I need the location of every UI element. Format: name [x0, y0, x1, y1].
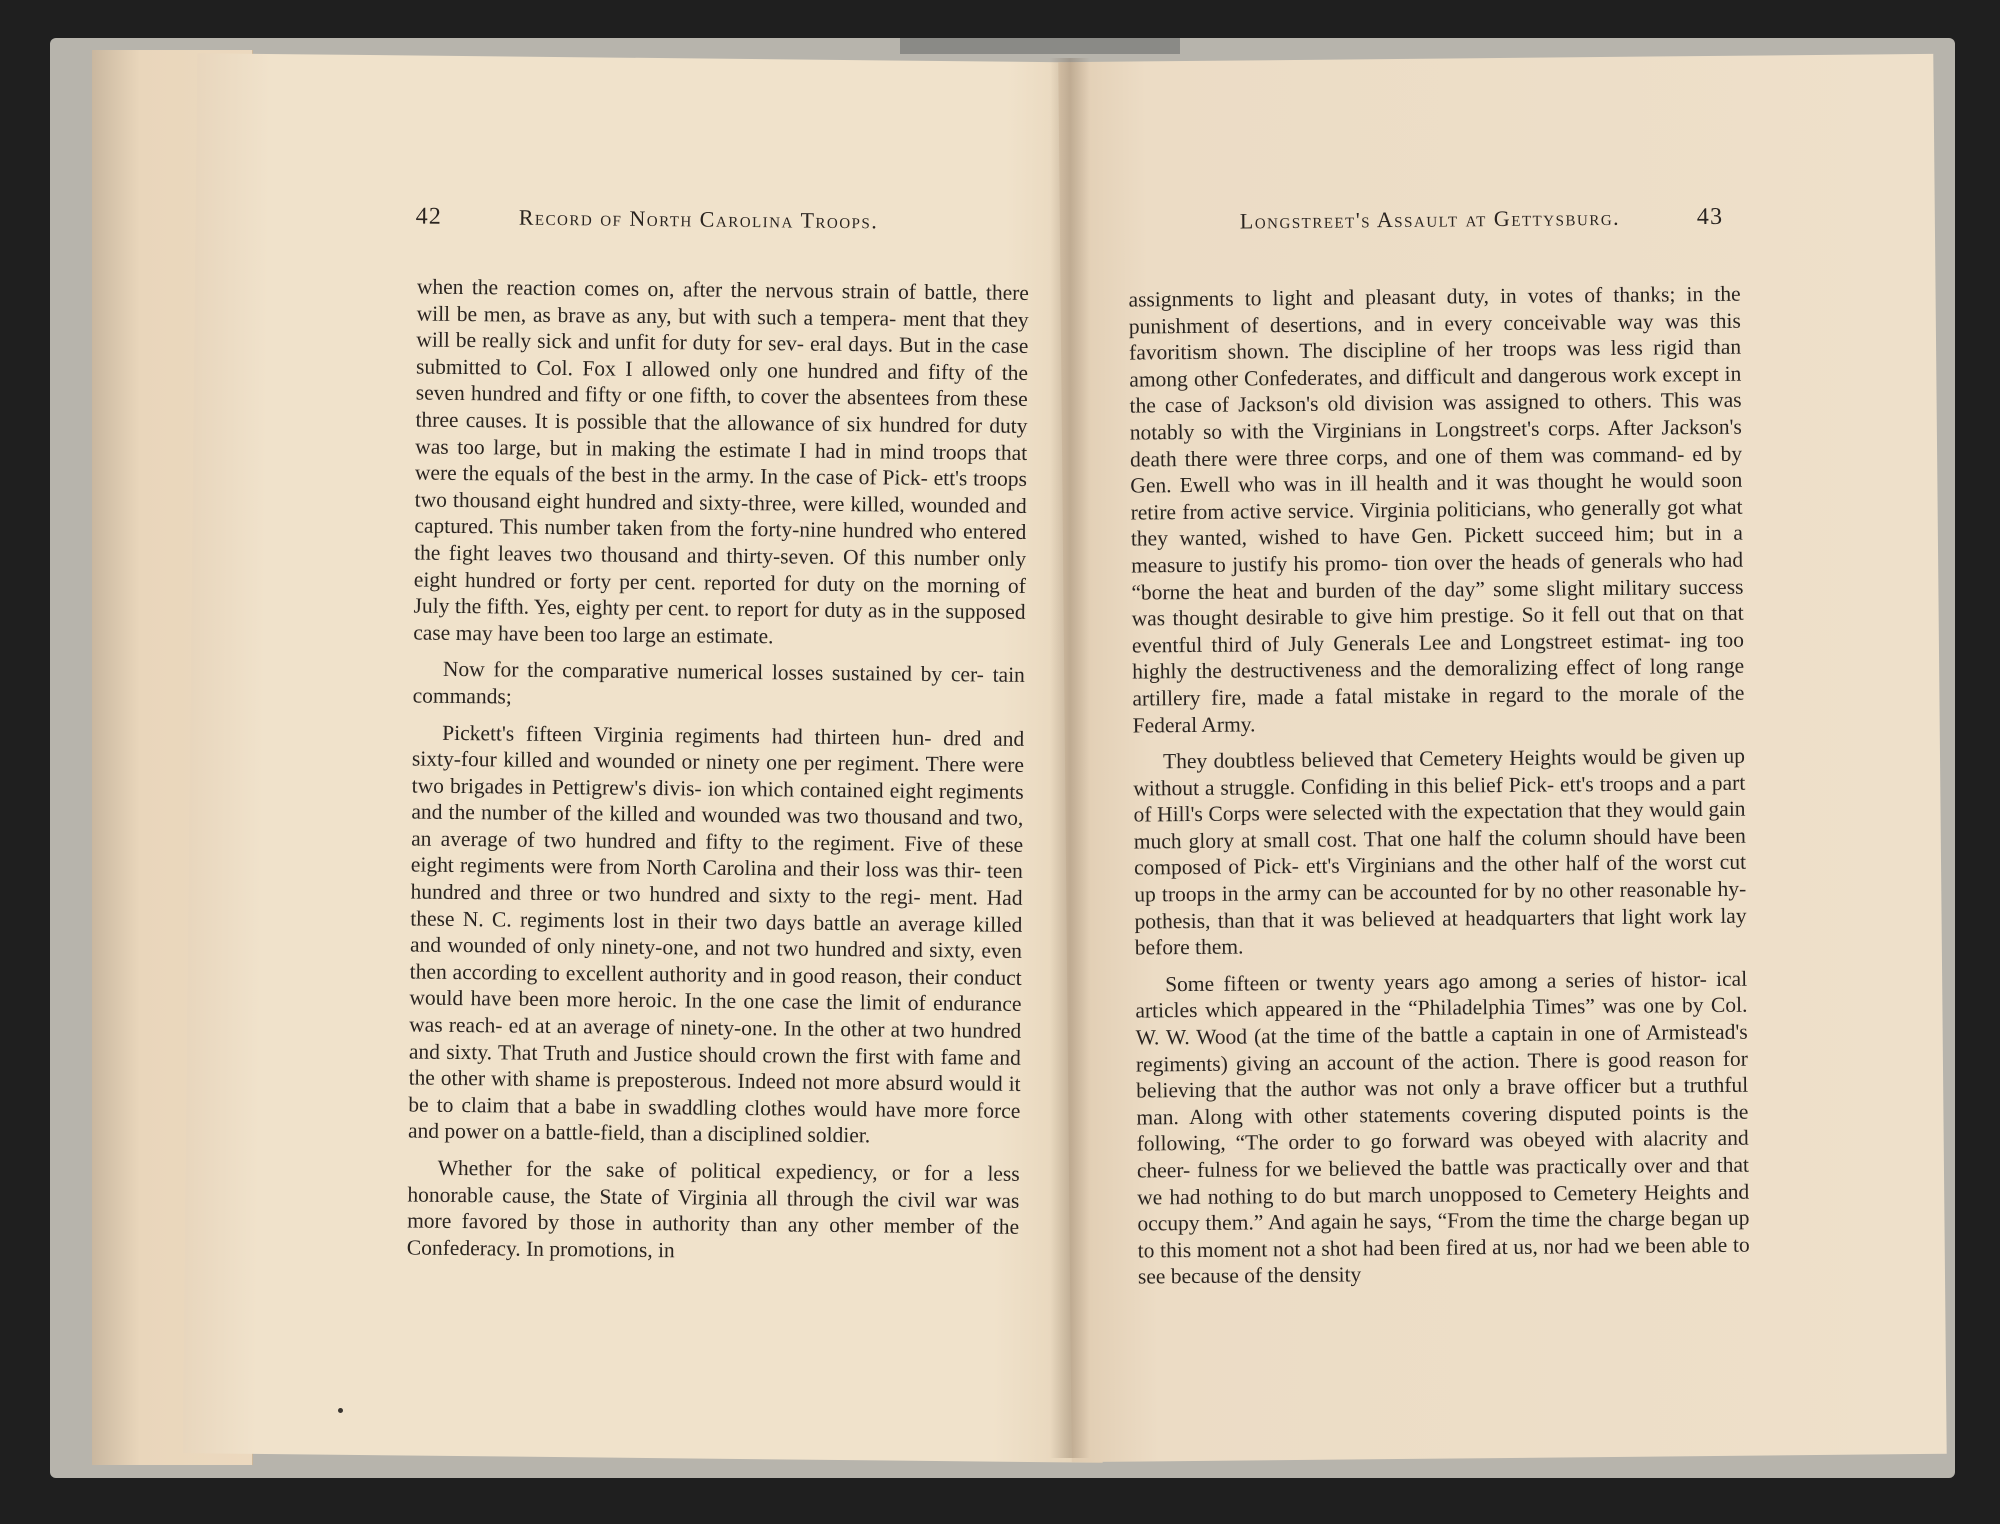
paragraph: Some fifteen or twenty years ago among a series of histor- ical articles which appeared in the “Philadelphia Times” was one by Col. W. W. Wood (at the time of the battle a captain in one of Armistead's regiments) giving an account of the action. There is good reason for believing that the author was not only a brave officer but a truthful man. Along with other statements covering disputed points is the following, “The order to go forward was obeyed with alacrity and cheer- fulness for we believed the battle was practically over and that we had nothing to do but march unopposed to Cemetery Heights and occupy them.” And again he says, “From the time the charge began up to this moment not a shot had been fired at us, nor had we been able to see because of the density — [1135, 966, 1750, 1289]
spine-tape — [900, 38, 1180, 54]
page-number: 43 — [1696, 203, 1724, 231]
book-gutter — [1050, 58, 1090, 1458]
right-page — [1058, 54, 1946, 1462]
left-page — [183, 53, 1118, 1463]
left-page-header — [416, 204, 879, 236]
page-number: 42 — [415, 203, 443, 230]
left-page-body — [407, 274, 1029, 1268]
paragraph: Pickett's fifteen Virginia regiments had thirteen hun- dred and sixty-four killed and wounded or ninety one per regiment. There were two brigades in Pettigrew's divis- ion which contained eight regiments and the number of the killed and wounded was two thousand and two, an average of two hundred and fifty to the regiment. Five of these eight regiments were from North Carolina and their loss was thir- teen hundred and three or two hundred and sixty to the regi- ment. Had these N. C. regiments lost in their two days battle an average killed and wounded of only ninety-one, and not two hundred and sixty, even then according to excellent authority and in good reason, their conduct would have been more heroic. In the one case the limit of endurance was reach- ed at an average of ninety-one. In the other at two hundred and sixty. That Truth and Justice should crown the first with fame and the other with shame is preposterous. Indeed not more absurd would it be to claim that a babe in swaddling clothes would have more force and power on a battle-field, than a disciplined soldier. — [407, 720, 1025, 1148]
paragraph: when the reaction comes on, after the nervous strain of battle, there will be men, as brave as any, but with such a tempera- ment that they will be really sick and unfit for duty for sev- eral days. But in the case submitted to Col. Fox I allowed only one hundred and fifty of the seven hundred and fifty or one fifth, to cover the absentees from these three causes. It is possible that the allowance of six hundred for duty was too large, but in making the estimate I had in mind troops that were the equals of the best in the army. In the case of Pick- ett's troops two thousand eight hundred and sixty-three, were killed, wounded and captured. This number taken from the forty-nine hundred who entered the fight leaves two thousand and thirty-seven. Of this number only eight hundred or forty per cent. reported for duty on the morning of July the fifth. Yes, eighty per cent. to report for duty as in the supposed case may have been too large an estimate. — [413, 274, 1030, 649]
ink-speck — [338, 1408, 343, 1413]
paragraph: They doubtless believed that Cemetery Heights would be given up without a struggle. Confiding in this belief Pick- ett's troops and a part of Hill's Corps were selected with the expectation that they would gain much glory at small cost. That one half the column should have been composed of Pick- ett's Virginians and the other half of the worst cut up troops in the army can be accounted for by no other reasonable hy- pothesis, than that it was believed at headquarters that light work lay before them. — [1133, 743, 1747, 960]
paragraph: Now for the comparative numerical losses sustained by cer- tain commands; — [412, 657, 1026, 709]
right-page-header — [1240, 204, 1724, 236]
running-head: Longstreet's Assault at Gettysburg. — [1239, 204, 1621, 234]
paragraph: assignments to light and pleasant duty, in votes of thanks; in the punishment of desertions, and in every conceivable way was this favoritism shown. The discipline of her troops was less rigid than among other Confederates, and difficult and dangerous work except in the case of Jackson's old division was assigned to others. This was notably so with the Virginians in Longstreet's corps. After Jackson's death there were three corps, and one of them was command- ed by Gen. Ewell who was in ill health and it was thought he would soon retire from active service. Virginia politicians, who generally got what they wanted, wished to have Gen. Pickett succeed him; but in a measure to justify his promo- tion over the heads of generals who had “borne the heat and burden of the day” some slight military success was thought desirable to give him prestige. So it fell out that on that eventful third of July Generals Lee and Longstreet estimat- ing too highly the destructiveness and the demoralizing effect of long range artillery fire, made a fatal mistake in regard to the morale of the Federal Army. — [1128, 281, 1745, 738]
paragraph: Whether for the sake of political expediency, or for a less honorable cause, the State of Virginia all through the civil war was more favored by those in authority than any other member of the Confederacy. In promotions, in — [406, 1155, 1020, 1263]
running-head: Record of North Carolina Troops. — [518, 204, 879, 234]
right-page-body — [1128, 281, 1750, 1291]
open-book — [50, 38, 1955, 1478]
